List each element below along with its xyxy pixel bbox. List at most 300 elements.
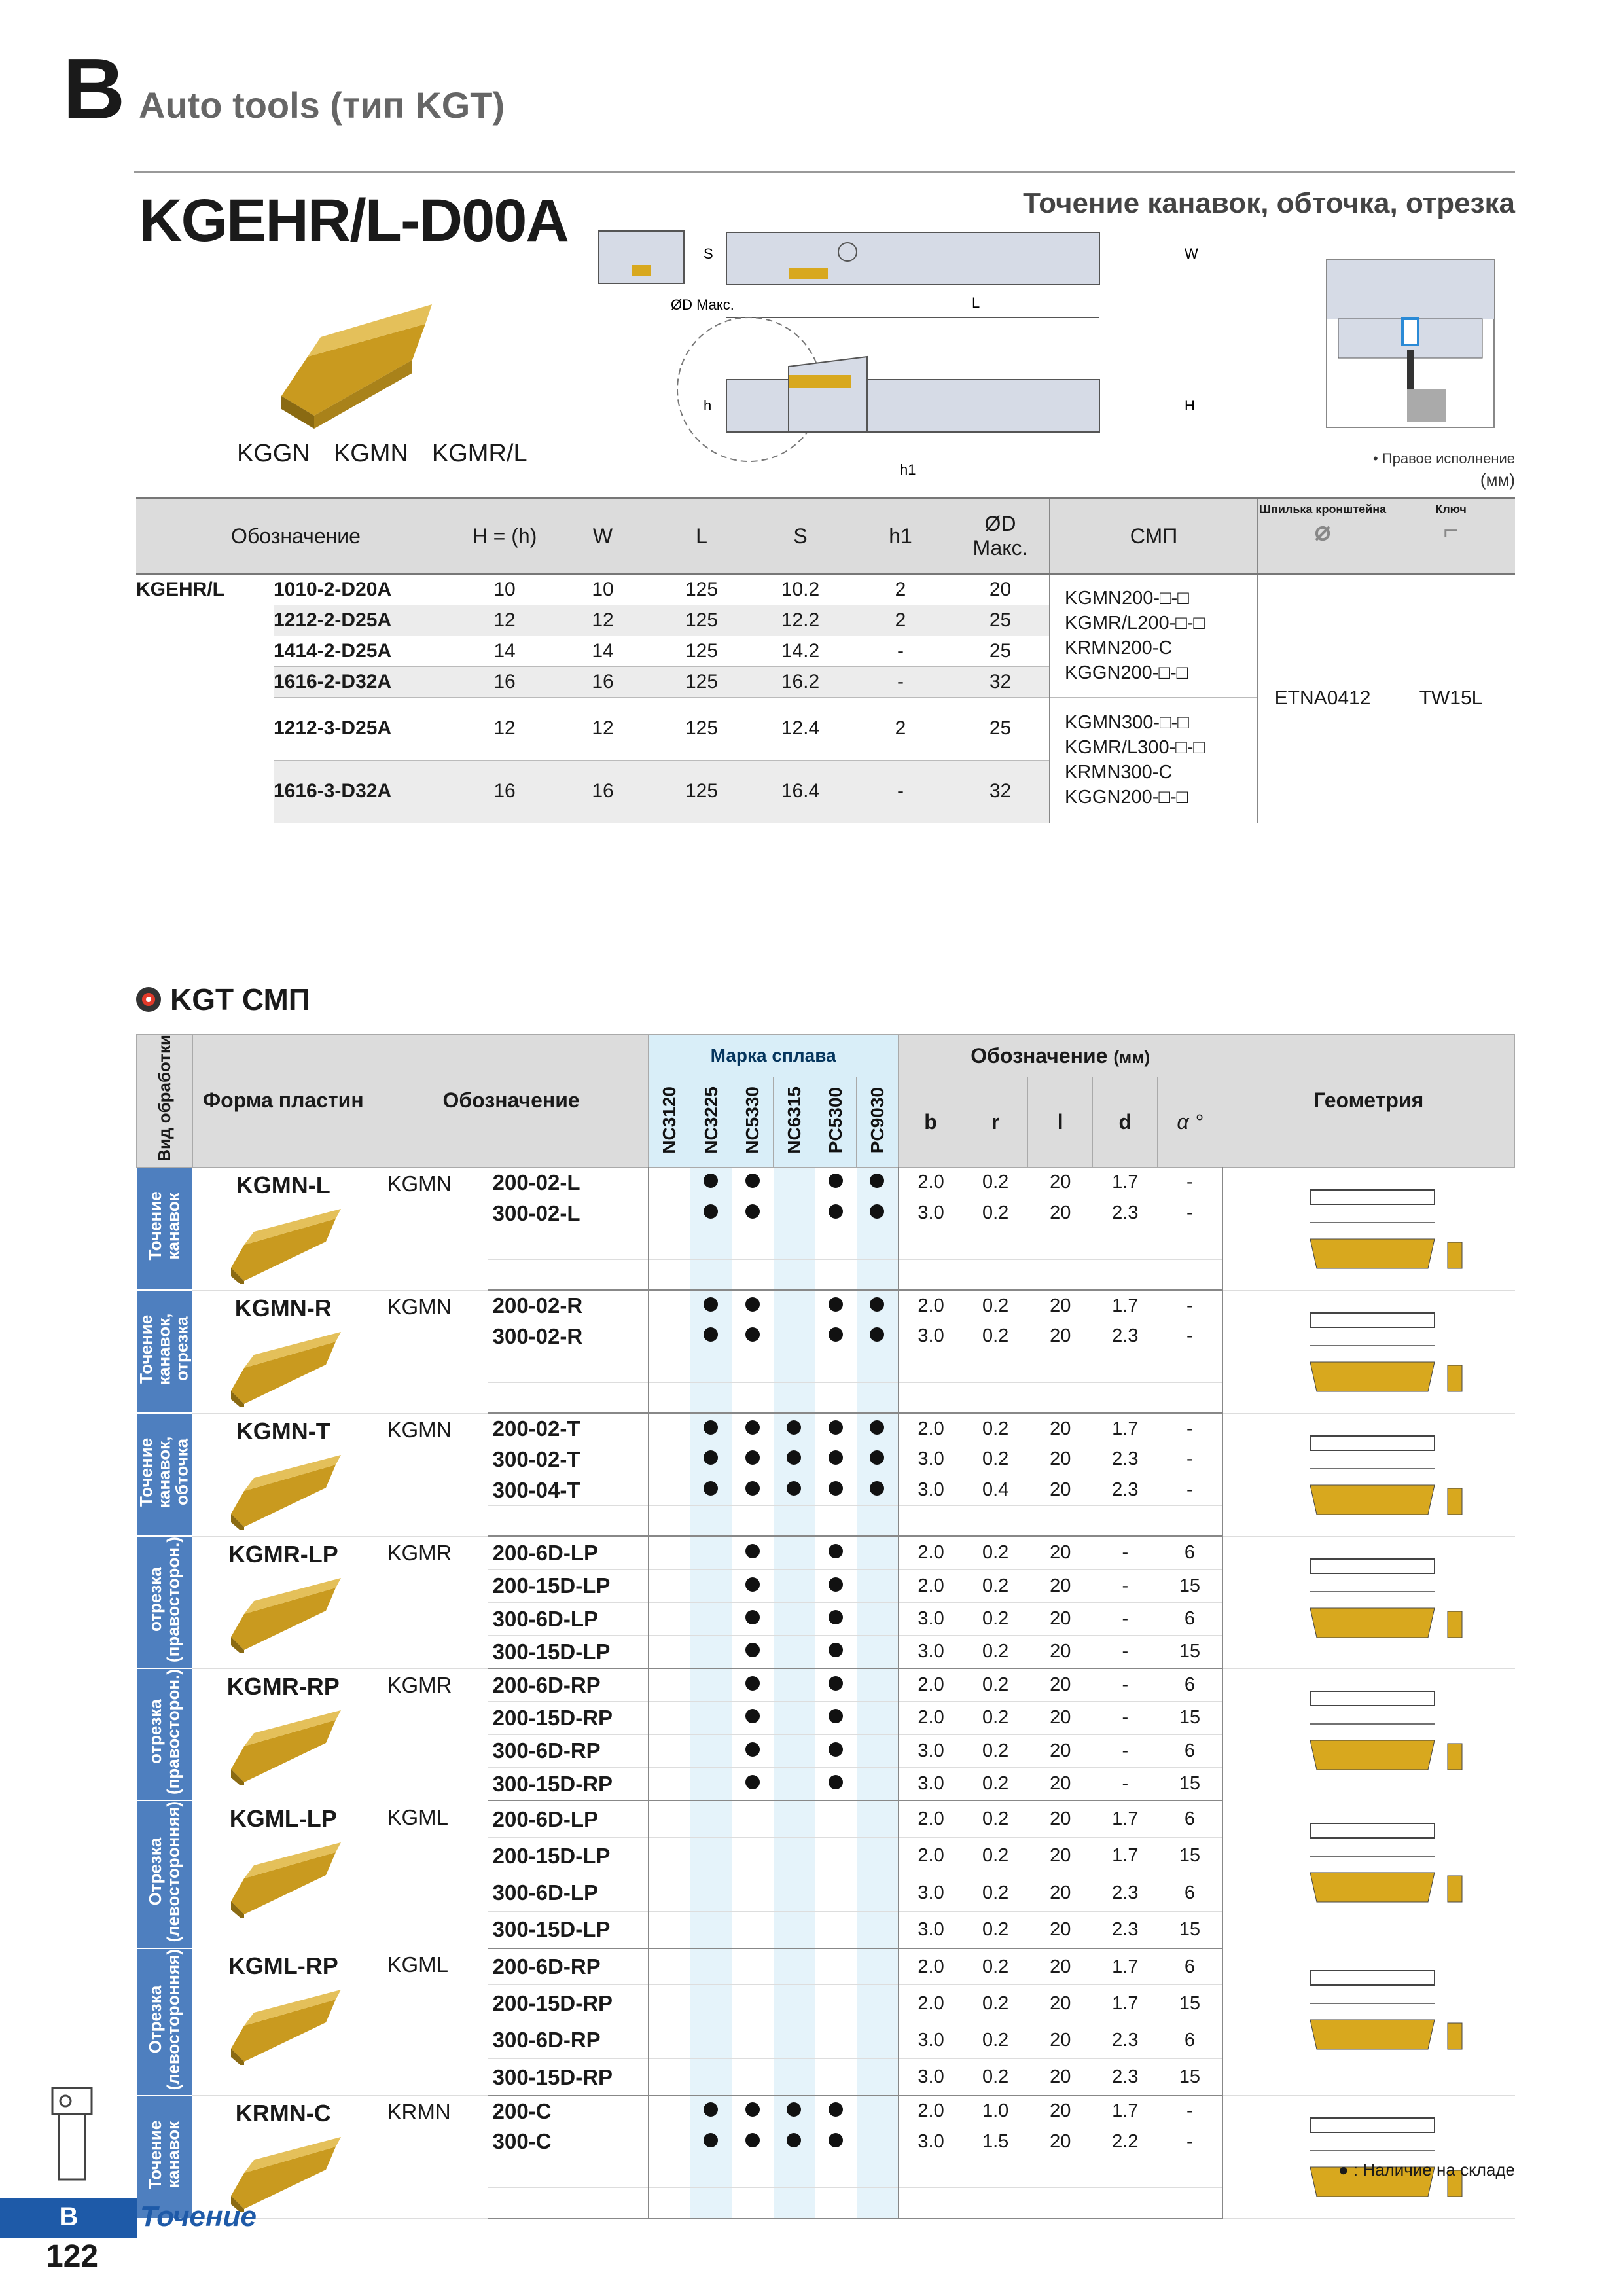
dim-cell: 2.0	[899, 2096, 963, 2126]
dim-cell	[1093, 1259, 1158, 1290]
grade-cell	[774, 1801, 815, 1837]
grade-cell	[815, 1167, 857, 1198]
cell: 16	[554, 760, 652, 823]
holder-code: 1616-3-D32A	[274, 760, 455, 823]
insert-code: 200-02-T	[488, 1413, 649, 1444]
shape-cell	[192, 1948, 374, 2096]
grade-cell	[690, 1668, 732, 1701]
grade-header	[732, 1077, 774, 1167]
smp-item: KRMN200-C	[1065, 637, 1173, 659]
cell: 10	[554, 574, 652, 605]
geometry-drawing	[1291, 1546, 1487, 1644]
geometry-cell	[1222, 1801, 1515, 1948]
dim-cell	[1158, 1229, 1222, 1259]
dim-cell	[899, 1382, 963, 1413]
grade-cell	[690, 1874, 732, 1911]
grade-cell	[690, 1948, 732, 1985]
dim-cell: 0.2	[963, 2059, 1028, 2096]
cell: 125	[652, 697, 751, 760]
process-label: Отрезка (левосторонняя)	[145, 1948, 183, 2090]
insert-code	[488, 1352, 649, 1382]
grade-cell	[649, 1768, 690, 1801]
insert-table	[136, 1034, 1515, 2219]
dim-cell: 20	[1028, 2022, 1093, 2058]
product-subtitle: Точение канавок, обточка, отрезка	[1023, 187, 1515, 219]
insert-code: 300-C	[488, 2126, 649, 2157]
dim-cell	[1093, 2188, 1158, 2219]
stock-dot-icon	[870, 1450, 884, 1465]
turning-tool-icon	[39, 2081, 118, 2186]
grade-header	[649, 1077, 690, 1167]
pin-icon: ⌀	[1314, 517, 1331, 546]
grade-cell	[857, 1985, 899, 2022]
process-cell	[137, 1413, 193, 1536]
grade-cell	[815, 1985, 857, 2022]
grade-cell	[774, 1734, 815, 1767]
grade-cell	[815, 1668, 857, 1701]
smp-item: KGMN300-□-□	[1065, 712, 1189, 733]
grade-cell	[690, 1413, 732, 1444]
grade-cell	[649, 1290, 690, 1321]
dim-cell: -	[1158, 1167, 1222, 1198]
shape-name: KGMR-RP	[226, 1672, 340, 1700]
footer-line	[0, 2236, 137, 2238]
stock-dot-icon	[870, 1174, 884, 1188]
grade-cell	[732, 2157, 774, 2188]
cell: 12	[455, 605, 554, 636]
dim-cell: 20	[1028, 1444, 1093, 1475]
dim-label-h1: h1	[900, 461, 916, 478]
col-D-line2: Макс.	[972, 536, 1028, 560]
dim-label-L: L	[972, 295, 980, 311]
stock-dot-icon	[870, 1297, 884, 1312]
dim-cell: 0.2	[963, 2022, 1028, 2058]
insert-name: KGMR/L	[431, 440, 527, 467]
stock-dot-icon	[704, 1174, 718, 1188]
dim-cell	[1158, 1352, 1222, 1382]
section-bullet-icon	[136, 987, 161, 1012]
geometry-cell	[1222, 1948, 1515, 2096]
stock-dot-icon	[870, 1481, 884, 1496]
grade-cell	[690, 1801, 732, 1837]
grade-cell	[732, 1352, 774, 1382]
grade-cell	[732, 1768, 774, 1801]
grade-cell	[774, 2059, 815, 2096]
dim-cell	[963, 2188, 1028, 2219]
cell: 12	[554, 697, 652, 760]
grade-cell	[857, 1167, 899, 1198]
grade-cell	[857, 2157, 899, 2188]
grade-cell	[774, 1985, 815, 2022]
dim-cell: 20	[1028, 1734, 1093, 1767]
dim-cell: 3.0	[899, 1874, 963, 1911]
cell: 125	[652, 574, 751, 605]
dim-cell: 15	[1158, 1570, 1222, 1602]
cell: 12.4	[751, 697, 849, 760]
dim-cell	[1028, 2157, 1093, 2188]
grade-cell	[690, 1838, 732, 1874]
stock-dot-icon	[829, 1174, 843, 1188]
col-W: W	[554, 498, 652, 574]
cell: 2	[849, 697, 952, 760]
table-row	[137, 1948, 1515, 1985]
dim-cell: 2.0	[899, 1167, 963, 1198]
dim-cell: -	[1158, 1290, 1222, 1321]
dim-cell	[963, 2157, 1028, 2188]
dim-label-S: S	[704, 245, 713, 262]
shape-name: KGMR-LP	[228, 1540, 338, 1568]
cell: 2	[849, 605, 952, 636]
stock-dot-icon	[829, 1204, 843, 1219]
cell: 125	[652, 760, 751, 823]
stock-dot-icon	[704, 1420, 718, 1435]
stock-dot-icon	[745, 1577, 760, 1592]
grade-cell	[732, 1570, 774, 1602]
stock-dot-icon	[745, 1204, 760, 1219]
dim-cell: 20	[1028, 1768, 1093, 1801]
stock-dot-icon	[829, 1544, 843, 1558]
insert-code: 200-6D-LP	[488, 1536, 649, 1569]
grade-cell	[815, 2126, 857, 2157]
insert-code: 200-02-R	[488, 1290, 649, 1321]
dim-cell: 2.3	[1093, 1198, 1158, 1229]
grade-cell	[774, 2157, 815, 2188]
kgt-title-text: KGT СМП	[170, 982, 310, 1016]
dim-cell: 2.0	[899, 1668, 963, 1701]
col-designation: Обозначение	[374, 1035, 648, 1168]
grade-cell	[690, 1229, 732, 1259]
dim-cell: 20	[1028, 2126, 1093, 2157]
table-row	[137, 2096, 1515, 2126]
insert-code: 200-15D-LP	[488, 1838, 649, 1874]
grade-cell	[649, 2126, 690, 2157]
stock-dot-icon	[745, 1775, 760, 1789]
grade-cell	[774, 1475, 815, 1505]
stock-dot-icon	[745, 2102, 760, 2117]
grade-header	[690, 1077, 732, 1167]
dim-cell: -	[1158, 1413, 1222, 1444]
insert-code: 200-15D-RP	[488, 1702, 649, 1734]
grade-cell	[649, 1911, 690, 1948]
dim-cell	[1028, 1505, 1093, 1536]
dim-cell	[963, 1259, 1028, 1290]
grade-cell	[815, 1413, 857, 1444]
grade-cell	[690, 2096, 732, 2126]
table-row	[137, 1167, 1515, 1198]
dim-cell: -	[1093, 1668, 1158, 1701]
stock-dot-icon	[870, 1327, 884, 1342]
cell: 32	[952, 666, 1050, 697]
dim-cell	[899, 1229, 963, 1259]
grade-cell	[774, 1602, 815, 1635]
grade-cell	[690, 2059, 732, 2096]
grade-cell	[690, 1911, 732, 1948]
prefix-cell: KGMN	[374, 1167, 487, 1290]
dim-cell: 1.0	[963, 2096, 1028, 2126]
dim-label-W: W	[1185, 245, 1198, 262]
process-label: отрезка (правосторон.)	[145, 1669, 183, 1795]
dim-cell: -	[1158, 1321, 1222, 1352]
dim-cell	[1158, 1505, 1222, 1536]
grade-cell	[857, 1801, 899, 1837]
dim-cell: 0.2	[963, 1668, 1028, 1701]
grade-cell	[649, 1702, 690, 1734]
process-label: Точение канавок	[145, 2120, 183, 2189]
dim-cell	[1028, 1229, 1093, 1259]
dim-cell: 2.0	[899, 1702, 963, 1734]
insert-code	[488, 2157, 649, 2188]
product-title: KGEHR/L-D00A	[139, 187, 568, 254]
shape-cell	[192, 1668, 374, 1801]
process-label: Точение канавок, отрезка	[136, 1313, 192, 1385]
cell: 25	[952, 605, 1050, 636]
grade-header	[857, 1077, 899, 1167]
insert-code: 300-6D-RP	[488, 2022, 649, 2058]
grade-header	[815, 1077, 857, 1167]
insert-code: 300-6D-RP	[488, 1734, 649, 1767]
stock-dot-icon	[829, 1742, 843, 1757]
grade-cell	[649, 2059, 690, 2096]
grade-cell	[649, 2188, 690, 2219]
stock-dot-icon	[829, 1709, 843, 1723]
col-dims-unit: (мм)	[1113, 1047, 1150, 1067]
shape-cell	[192, 1290, 374, 1413]
grade-cell	[857, 1413, 899, 1444]
table-row	[137, 1536, 1515, 1569]
grade-cell	[857, 1536, 899, 1569]
stock-dot-icon	[787, 2133, 801, 2147]
cell: 32	[952, 760, 1050, 823]
dim-cell: -	[1158, 1444, 1222, 1475]
grade-cell	[815, 2022, 857, 2058]
insert-name: KGMN	[333, 440, 408, 467]
cell: 25	[952, 697, 1050, 760]
grade-cell	[732, 1874, 774, 1911]
holder-code: 1414-2-D25A	[274, 636, 455, 666]
dim-cell: 20	[1028, 1536, 1093, 1569]
dim-cell	[899, 1505, 963, 1536]
grade-cell	[690, 1985, 732, 2022]
grade-cell	[732, 2126, 774, 2157]
dim-cell: 1.7	[1093, 1838, 1158, 1874]
grade-cell	[857, 1290, 899, 1321]
dim-cell	[1093, 1229, 1158, 1259]
process-cell	[137, 1668, 193, 1801]
grade-cell	[649, 1570, 690, 1602]
insert-code: 200-6D-RP	[488, 1668, 649, 1701]
grade-cell	[690, 1636, 732, 1669]
grade-cell	[857, 1636, 899, 1669]
prefix-cell: KGMR	[374, 1536, 487, 1668]
grade-cell	[732, 1259, 774, 1290]
insert-icon	[224, 1707, 342, 1785]
col-D-line1: ØD	[984, 512, 1016, 535]
grade-cell	[815, 2157, 857, 2188]
dim-cell: -	[1158, 2126, 1222, 2157]
smp-item: KRMN300-C	[1065, 762, 1173, 783]
cell: 12.2	[751, 605, 849, 636]
grade-cell	[690, 1444, 732, 1475]
dim-cell: -	[1093, 1734, 1158, 1767]
insert-code: 300-15D-RP	[488, 2059, 649, 2096]
stock-dot-icon	[829, 2133, 843, 2147]
insert-code: 200-C	[488, 2096, 649, 2126]
table-row	[137, 1290, 1515, 1321]
dim-cell: 2.3	[1093, 1444, 1158, 1475]
dim-cell	[1093, 1505, 1158, 1536]
smp-item: KGMR/L300-□-□	[1065, 737, 1205, 758]
stock-dot-icon	[745, 1709, 760, 1723]
col-dim-d: d	[1093, 1077, 1158, 1167]
dim-cell: -	[1093, 1636, 1158, 1669]
dim-cell: 2.3	[1093, 2059, 1158, 2096]
grade-cell	[690, 1505, 732, 1536]
process-label: отрезка (правосторон.)	[145, 1537, 183, 1663]
dim-cell: 3.0	[899, 2059, 963, 2096]
key-icon: ⌐	[1443, 516, 1459, 545]
dim-cell: 20	[1028, 1636, 1093, 1669]
stock-dot-icon	[745, 1481, 760, 1496]
geometry-drawing	[1291, 1177, 1487, 1275]
grade-cell	[690, 2157, 732, 2188]
dim-cell: 15	[1158, 1636, 1222, 1669]
col-key	[1387, 498, 1515, 574]
geometry-cell	[1222, 2096, 1515, 2219]
dim-cell: -	[1093, 1570, 1158, 1602]
dim-cell: 2.0	[899, 1536, 963, 1569]
shape-name: KGML-RP	[228, 1952, 338, 1980]
grade-cell	[690, 2022, 732, 2058]
shape-name: KGMN-T	[236, 1417, 330, 1444]
cell: 16	[554, 666, 652, 697]
dim-cell: 1.5	[963, 2126, 1028, 2157]
dim-cell: 0.2	[963, 1167, 1028, 1198]
dim-cell: 20	[1028, 2096, 1093, 2126]
process-label: Точение канавок	[145, 1191, 183, 1261]
col-grade: Марка сплава	[649, 1035, 899, 1077]
dim-cell	[963, 1229, 1028, 1259]
grade-cell	[857, 1911, 899, 1948]
grade-cell	[732, 1382, 774, 1413]
dim-cell: 20	[1028, 1801, 1093, 1837]
grade-cell	[774, 2096, 815, 2126]
dim-cell: 0.2	[963, 1290, 1028, 1321]
dim-cell: 0.2	[963, 1198, 1028, 1229]
grade-name: NC3225	[700, 1086, 721, 1154]
insert-code: 300-04-T	[488, 1475, 649, 1505]
shape-cell	[192, 1801, 374, 1948]
dim-cell: 2.3	[1093, 1475, 1158, 1505]
dim-cell: 1.7	[1093, 2096, 1158, 2126]
stock-dot-icon	[745, 1742, 760, 1757]
stock-dot-icon	[704, 1327, 718, 1342]
cell: 25	[952, 636, 1050, 666]
grade-cell	[732, 2059, 774, 2096]
grade-name: NC6315	[783, 1086, 804, 1154]
grade-cell	[732, 1413, 774, 1444]
grade-cell	[857, 1838, 899, 1874]
grade-cell	[649, 1636, 690, 1669]
dim-cell: 20	[1028, 2059, 1093, 2096]
grade-cell	[649, 1198, 690, 1229]
dim-cell: 15	[1158, 2059, 1222, 2096]
key-value: TW15L	[1387, 574, 1515, 823]
cell: 2	[849, 574, 952, 605]
grade-cell	[690, 2126, 732, 2157]
stock-dot-icon	[745, 1420, 760, 1435]
grade-cell	[857, 1444, 899, 1475]
insert-icon	[224, 1575, 342, 1653]
dim-cell: 15	[1158, 1911, 1222, 1948]
stock-note: ● : Наличие на складе	[1338, 2160, 1515, 2179]
dim-cell	[1028, 2188, 1093, 2219]
dim-cell: 0.2	[963, 1444, 1028, 1475]
process-cell	[137, 1801, 193, 1948]
dim-cell: 6	[1158, 1874, 1222, 1911]
dim-cell: 20	[1028, 1838, 1093, 1874]
grade-cell	[774, 1382, 815, 1413]
pin-value: ETNA0412	[1258, 574, 1387, 823]
dim-cell: 3.0	[899, 1602, 963, 1635]
insert-code: 300-15D-LP	[488, 1636, 649, 1669]
cell: 12	[554, 605, 652, 636]
right-hand-note: • Правое исполнение	[1373, 450, 1515, 467]
dim-cell: 0.2	[963, 1838, 1028, 1874]
dim-cell: 2.0	[899, 1801, 963, 1837]
grade-cell	[774, 1874, 815, 1911]
col-dim-b: b	[899, 1077, 963, 1167]
cell: 16.4	[751, 760, 849, 823]
page-number: 122	[46, 2239, 99, 2274]
smp-item: KGGN200-□-□	[1065, 787, 1188, 808]
stock-dot-icon	[704, 1481, 718, 1496]
grade-cell	[732, 1602, 774, 1635]
stock-dot-icon	[787, 2102, 801, 2117]
grade-cell	[774, 1702, 815, 1734]
prefix-cell: KGML	[374, 1801, 487, 1948]
insert-illustration	[275, 298, 432, 429]
dim-cell: 3.0	[899, 2126, 963, 2157]
stock-dot-icon	[704, 2102, 718, 2117]
smp-item: KGGN200-□-□	[1065, 662, 1188, 684]
table-row	[137, 1413, 1515, 1444]
grade-cell	[690, 2188, 732, 2219]
grade-cell	[774, 1413, 815, 1444]
grade-cell	[690, 1167, 732, 1198]
grade-cell	[649, 1536, 690, 1569]
holder-code: 1212-2-D25A	[274, 605, 455, 636]
col-h1: h1	[849, 498, 952, 574]
stock-dot-icon	[704, 2133, 718, 2147]
grade-cell	[815, 1229, 857, 1259]
stock-dot-icon	[745, 2133, 760, 2147]
dim-cell: 0.2	[963, 1570, 1028, 1602]
insert-icon	[224, 1329, 342, 1407]
smp-group-2	[1050, 697, 1258, 823]
insert-code: 300-02-L	[488, 1198, 649, 1229]
stock-dot-icon	[787, 1420, 801, 1435]
dim-cell: 3.0	[899, 1198, 963, 1229]
geometry-drawing	[1291, 1958, 1487, 2056]
grade-cell	[732, 2188, 774, 2219]
grade-cell	[649, 1321, 690, 1352]
col-pin-label: Шпилька кронштейна	[1258, 503, 1387, 516]
grade-cell	[815, 1198, 857, 1229]
dim-cell: 6	[1158, 2022, 1222, 2058]
grade-cell	[815, 1536, 857, 1569]
grade-cell	[732, 1536, 774, 1569]
holder-table	[136, 497, 1515, 823]
